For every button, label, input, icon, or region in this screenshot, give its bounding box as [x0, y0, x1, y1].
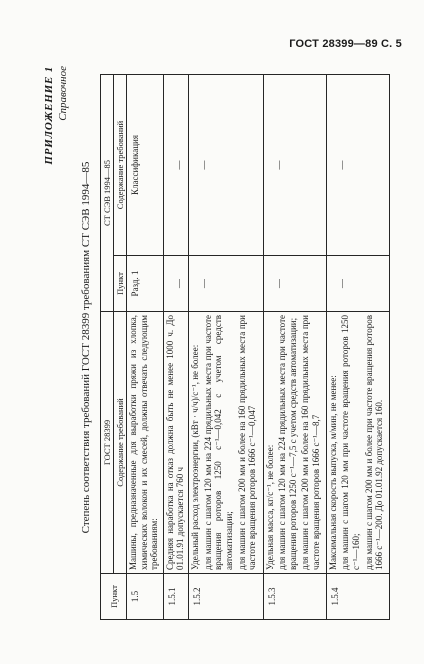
- col-header-st-content: Содержание требований: [114, 75, 127, 256]
- row-content: [189, 312, 263, 574]
- col-header-content: Содержание требований: [114, 312, 127, 574]
- row-st-point: —: [189, 256, 263, 312]
- table-row: [189, 75, 263, 620]
- row-st-content: Классификация: [127, 75, 164, 256]
- row-content-item: Максимальная скорость выпуска, м/мин, не менее:: [327, 375, 338, 570]
- appendix-block: [42, 66, 70, 165]
- col-header-st-point: Пункт: [114, 256, 127, 312]
- page-header: ГОСТ 28399—89 С. 5: [289, 38, 402, 50]
- group-header-gost: ГОСТ 28399: [101, 312, 114, 574]
- row-content-item: для машин с шагом 200 мм и более при частоте вращения роторов 1666 с⁻¹—200. До 01.01.92 допускается 160.: [363, 315, 385, 570]
- correspondence-table: [100, 74, 390, 620]
- group-header-st: СТ СЭВ 1994—85: [101, 75, 114, 312]
- row-point: 1.5.4: [326, 574, 389, 620]
- row-content-item: для машин с шагом 200 мм и более на 160 прядильных места при частоте вращения роторов 1666 с⁻¹—0,047: [236, 315, 258, 570]
- row-content: [127, 312, 164, 574]
- table-row: [263, 75, 326, 620]
- row-content-item: для машин с шагом 200 мм и более на 160 прядильных места при частоте вращения роторов 1666 с⁻¹—8,7: [300, 315, 321, 570]
- table-caption: Степень соответствия требований ГОСТ 28399 требованиям СТ СЭВ 1994—85: [80, 161, 92, 534]
- row-st-point: —: [326, 256, 389, 312]
- col-header-point: Пункт: [101, 574, 127, 620]
- row-content-item: Средняя наработка на отказ должна быть не менее 1000 ч. До 01.01.91 допускается 760 ч: [164, 315, 186, 570]
- row-content: [326, 312, 389, 574]
- rotated-content: [36, 60, 414, 620]
- row-content-item: Удельный расход электроэнергии, (кВт · ч/ч)/с⁻¹, не более:: [190, 344, 201, 570]
- row-st-content: —: [263, 75, 326, 256]
- appendix-title: ПРИЛОЖЕНИЕ 1: [43, 66, 55, 165]
- table-row: [163, 75, 188, 620]
- row-st-point: Разд. 1: [127, 256, 164, 312]
- row-st-point: —: [263, 256, 326, 312]
- row-st-content: —: [163, 75, 188, 256]
- row-st-content: —: [326, 75, 389, 256]
- row-point: 1.5.3: [263, 574, 326, 620]
- row-content-item: Машины, предназначенные для выработки пряжи из хлопка, химических волокон и их смесей, должны отвечать следующим требованиям:: [128, 315, 160, 570]
- row-content-item: для машин с шагом 120 мм на 224 прядильных места при частоте вращения роторов 1250 с⁻¹—7,5 с учетом средств автоматизации;: [277, 315, 298, 570]
- row-content-item: для машин с шагом 120 мм при частоте вращения роторов 1250 с⁻¹—160;: [340, 315, 361, 570]
- row-point: 1.5.2: [189, 574, 263, 620]
- row-content: [263, 312, 326, 574]
- row-st-point: —: [163, 256, 188, 312]
- row-st-content: —: [189, 75, 263, 256]
- row-point: 1.5.1: [163, 574, 188, 620]
- table-row: [127, 75, 164, 620]
- row-content-item: для машин с шагом 120 мм на 224 прядильных места при частоте вращения роторов 1250 с⁻¹—0,042 с учетом средств автоматизации;: [202, 315, 234, 570]
- appendix-subtitle: Справочное: [57, 66, 69, 121]
- table-row: [326, 75, 389, 620]
- row-content-item: Удельная масса, кг/с⁻¹, не более:: [264, 444, 275, 570]
- row-point: 1.5: [127, 574, 164, 620]
- row-content: [163, 312, 188, 574]
